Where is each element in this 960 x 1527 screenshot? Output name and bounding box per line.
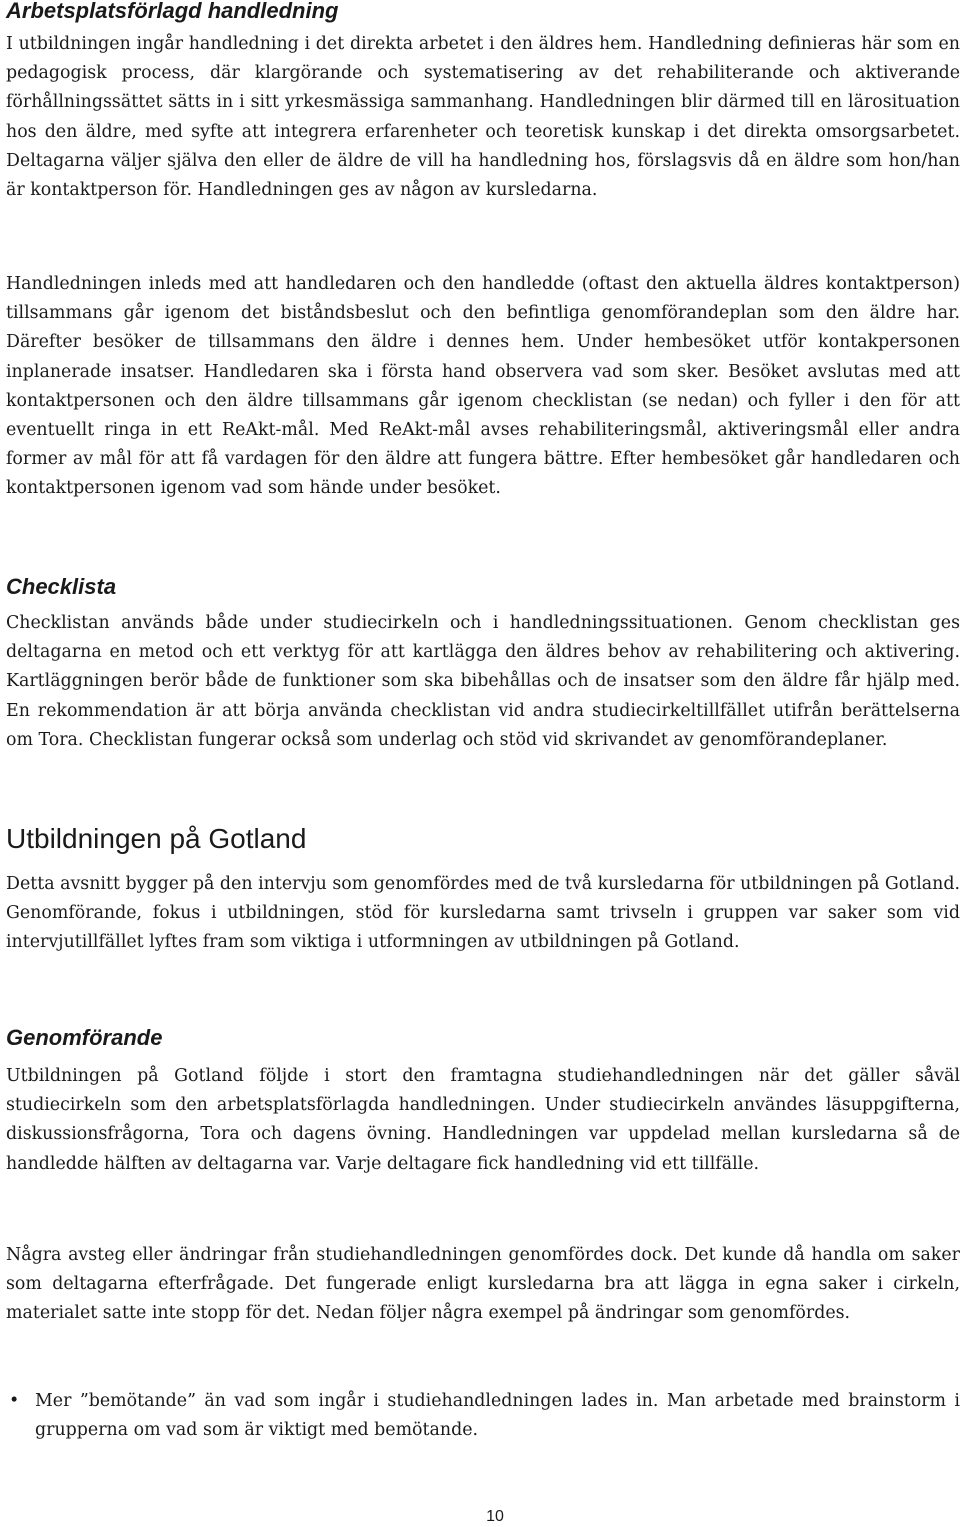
bullet-icon: • [9, 1391, 20, 1411]
section-heading-checklista: Checklista [6, 574, 117, 599]
paragraph-handledning-process: Handledningen inleds med att handledaren och den handledde (oftast den aktuella äldres kontaktperson) tillsammans går igenom det biståndsbeslut och den befintliga genomförandeplan som den äldre har. Därefter besöker de tillsammans den äldre i dennes hem. Under hembesöket utför kontakpersonen inplanerade insatser. Handledaren ska i första hand observera vad som sker. Besöket avslutas med att kontaktpersonen och den äldre tillsammans går igenom checklistan (se nedan) och fyller i den för att eventuellt ringa in ett ReAkt-mål. Med ReAkt-mål avses rehabiliteringsmål, aktiveringsmål eller andra former av mål för att få vardagen för den äldre att fungera bättre. Efter hembesöket går handledaren och kontaktpersonen igenom vad som hände under besöket. [6, 274, 960, 499]
list-item-text: Mer ”bemötande” än vad som ingår i studiehandledningen lades in. Man arbetade med brainstorm i grupperna om vad som är viktigt med bemötande. [35, 1391, 960, 1441]
page-number: 10 [486, 1508, 504, 1525]
paragraph-genomforande: Utbildningen på Gotland följde i stort den framtagna studiehandledningen när det gäller såväl studiecirkeln som den arbetsplatsförlagda handledningen. Under studiecirkeln användes läsuppgifterna, diskussionsfrågorna, Tora och dagens övning. Handledningen var uppdelad mellan kursledarna så de handledde hälften av deltagarna var. Varje deltagare fick handledning vid ett tillfälle. [6, 1066, 960, 1174]
paragraph-avsteg: Några avsteg eller ändringar från studiehandledningen genomfördes dock. Det kunde då handla om saker som deltagarna efterfrågade. Det fungerade enligt kursledarna bra att lägga in egna saker i cirkeln, materialet satte inte stopp för det. Nedan följer några exempel på ändringar som genomfördes. [6, 1245, 960, 1324]
section-heading-genomforande: Genomförande [6, 1025, 163, 1050]
paragraph-gotland-intro: Detta avsnitt bygger på den intervju som genomfördes med de två kursledarna för utbildningen på Gotland. Genomförande, fokus i utbildningen, stöd för kursledarna samt trivseln i gruppen var saker som vid intervjutillfället lyftes fram som viktiga i utformningen av utbildningen på Gotland. [6, 874, 960, 953]
list-item [6, 1387, 960, 1445]
changes-list [6, 1387, 960, 1445]
chapter-heading-gotland: Utbildningen på Gotland [6, 823, 307, 854]
paragraph-handledning-definition: I utbildningen ingår handledning i det direkta arbetet i den äldres hem. Handledning definieras här som en pedagogisk process, där klargörande och systematisering av det rehabiliterande och aktiverande förhållningssättet sätts in i sitt yrkesmässiga sammanhang. Handledningen blir därmed till en lärosituation hos den äldre, med syfte att integrera erfarenheter och teoretisk kunskap i det direkta omsorgsarbetet. Deltagarna väljer själva den eller de äldre de vill ha handledning hos, förslagsvis då en äldre som hon/han är kontaktperson för. Handledningen ges av någon av kursledarna. [6, 34, 960, 201]
section-heading-arbetsplatsforlagd: Arbetsplatsförlagd handledning [6, 0, 339, 23]
paragraph-checklista: Checklistan används både under studiecirkeln och i handledningssituationen. Genom checklistan ges deltagarna en metod och ett verktyg för att kartlägga den äldres behov av rehabilitering och aktivering. Kartläggningen berör både de funktioner som ska bibehållas och de insatser som den äldre får hjälp med. En rekommendation är att börja använda checklistan vid andra studiecirkeltillfället utifrån berättelserna om Tora. Checklistan fungerar också som underlag och stöd vid skrivandet av genomförandeplaner. [6, 613, 960, 750]
